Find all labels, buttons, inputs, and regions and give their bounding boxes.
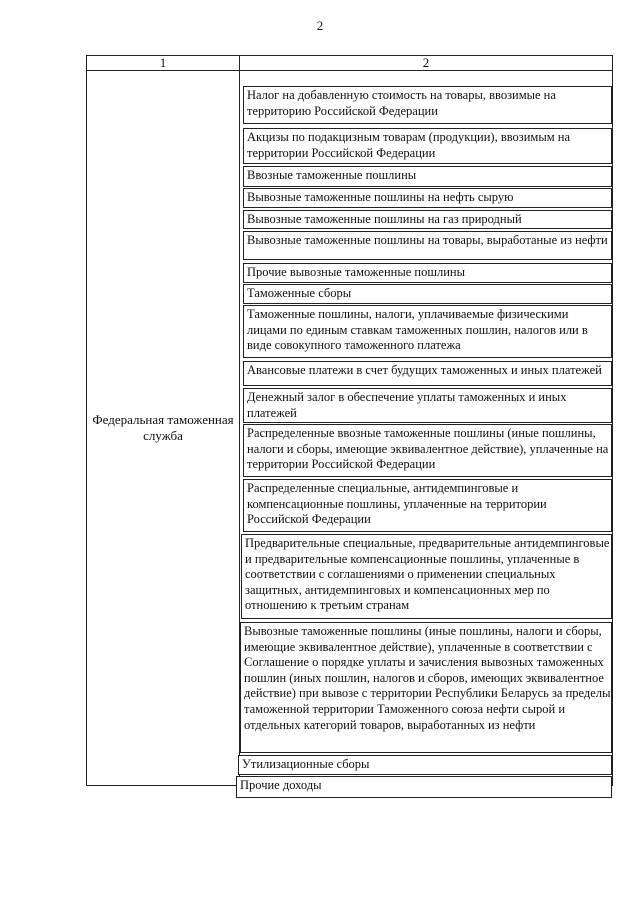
revenue-item: Распределенные специальные, антидемпинговые и компенсационные пошлины, уплаченные на территории Российской Федерации bbox=[243, 479, 612, 532]
revenue-item: Распределенные ввозные таможенные пошлины (иные пошлины, налоги и сборы, имеющие эквивалентное действие), уплаченные на территории Российской Федерации bbox=[243, 424, 612, 477]
revenue-item: Прочие доходы bbox=[236, 776, 612, 798]
header-col-1: 1 bbox=[87, 56, 240, 71]
revenue-items-cell bbox=[240, 71, 613, 792]
revenue-item: Таможенные пошлины, налоги, уплачиваемые физическими лицами по единым ставкам таможенных пошлин, налогов или в виде совокупного таможенного платежа bbox=[243, 305, 612, 358]
table-body-row bbox=[87, 71, 613, 786]
revenue-item: Вывозные таможенные пошлины на нефть сырую bbox=[243, 188, 612, 208]
revenue-item: Акцизы по подакцизным товарам (продукции), ввозимым на территории Российской Федерации bbox=[243, 128, 612, 164]
revenue-item: Вывозные таможенные пошлины на товары, выработаные из нефти bbox=[243, 231, 612, 260]
revenue-item: Таможенные сборы bbox=[243, 284, 612, 304]
revenue-item: Авансовые платежи в счет будущих таможенных и иных платежей bbox=[243, 361, 612, 386]
page-number: 2 bbox=[316, 18, 324, 33]
table-header-row bbox=[87, 56, 613, 71]
revenue-item: Ввозные таможенные пошлины bbox=[243, 166, 612, 187]
revenue-item: Налог на добавленную стоимость на товары, ввозимые на территорию Российской Федерации bbox=[243, 86, 612, 124]
revenue-item: Вывозные таможенные пошлины (иные пошлины, налоги и сборы, имеющие эквивалентное действие), уплаченные в соответствии с Соглашение о порядке уплаты и зачисления вывозных таможенных пошлин (иных пошлин, налогов и сборов, имеющих эквивалентное действие) при вывозе с территории Республики Беларусь за пределы таможенной территории Таможенного союза нефти сырой и отдельных категорий товаров, выработанных из нефти bbox=[240, 622, 612, 753]
header-col-2: 2 bbox=[240, 56, 613, 71]
revenue-item: Вывозные таможенные пошлины на газ природный bbox=[243, 210, 612, 229]
revenue-item: Прочие вывозные таможенные пошлины bbox=[243, 263, 612, 283]
revenue-item: Денежный залог в обеспечение уплаты таможенных и иных платежей bbox=[243, 388, 612, 423]
agency-name: Федеральная таможенная служба bbox=[87, 71, 240, 786]
revenue-table bbox=[86, 55, 613, 792]
revenue-item: Утилизационные сборы bbox=[238, 755, 612, 775]
revenue-item: Предварительные специальные, предварительные антидемпинговые и предварительные компенсационные пошлины, уплаченные в соответствии с соглашениями о применении специальных защитных, антидемпинговых и компенсационных мер по отношению к третьим странам bbox=[241, 534, 612, 619]
